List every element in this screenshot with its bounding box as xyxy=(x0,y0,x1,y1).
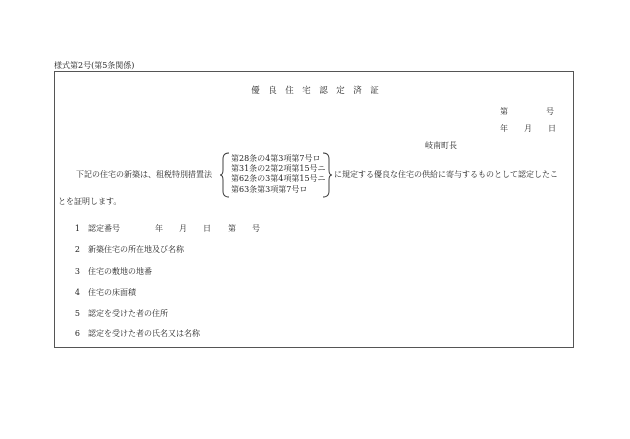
item-label-certification-number: 認定番号 xyxy=(88,224,120,233)
number-suffix: 号 xyxy=(546,107,554,116)
item-label-address: 認定を受けた者の住所 xyxy=(88,309,168,318)
item-1-month: 月 xyxy=(179,224,187,233)
body-continuation: とを証明します。 xyxy=(58,197,122,206)
item-label-lot-number: 住宅の敷地の地番 xyxy=(88,267,152,276)
item-number: 1 xyxy=(74,224,80,233)
item-1-number-suffix: 号 xyxy=(252,224,260,233)
item-number: 3 xyxy=(74,267,80,276)
provision-3: 第62条の3第4項第15号ニ xyxy=(231,174,326,183)
item-number: 6 xyxy=(74,329,80,338)
item-label-location: 新築住宅の所在地及び名称 xyxy=(88,245,184,254)
date-month: 月 xyxy=(524,124,532,133)
number-prefix: 第 xyxy=(500,107,508,116)
certificate-frame xyxy=(54,71,574,348)
provision-2: 第31条の2第2項第15号ニ xyxy=(231,164,326,173)
left-brace-icon xyxy=(219,152,231,198)
item-1-day: 日 xyxy=(203,224,211,233)
item-label-name: 認定を受けた者の氏名又は名称 xyxy=(88,329,200,338)
item-1-year: 年 xyxy=(155,224,163,233)
provision-1: 第28条の4第3項第7号ロ xyxy=(231,154,321,163)
date-day: 日 xyxy=(548,124,556,133)
item-number: 4 xyxy=(74,288,80,297)
provision-4: 第63条第3項第7号ロ xyxy=(231,185,308,194)
body-lead: 下記の住宅の新築は、租税特別措置法 xyxy=(76,170,212,179)
item-1-number-prefix: 第 xyxy=(228,224,236,233)
item-number: 5 xyxy=(74,309,80,318)
item-label-floor-area: 住宅の床面積 xyxy=(88,288,136,297)
body-trail: に規定する優良な住宅の供給に寄与するものとして認定したこ xyxy=(334,170,558,179)
date-year: 年 xyxy=(500,124,508,133)
form-label: 様式第2号(第5条関係) xyxy=(54,61,135,70)
item-number: 2 xyxy=(74,245,80,254)
issuer: 岐南町長 xyxy=(425,141,457,150)
certificate-title: 優 良 住 宅 認 定 済 証 xyxy=(251,86,379,96)
